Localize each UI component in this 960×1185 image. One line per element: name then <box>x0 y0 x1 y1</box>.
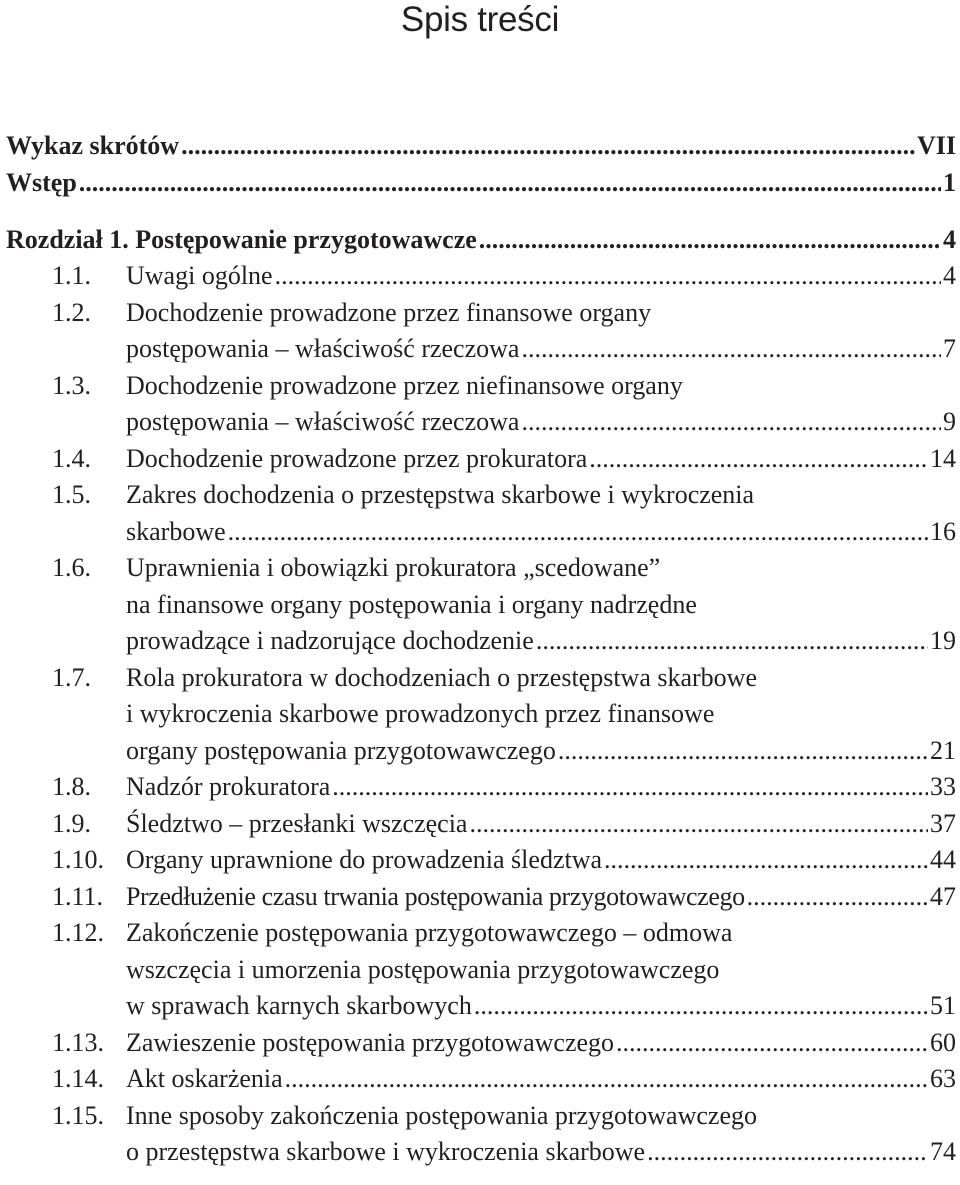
toc-section-entry[interactable] <box>52 806 956 843</box>
toc-page-number: 63 <box>930 1064 956 1093</box>
section-title-line: na finansowe organy postępowania i organy nadrzędne <box>126 589 697 619</box>
section-number: 1.12. <box>52 918 104 947</box>
dot-leader <box>647 1134 928 1171</box>
dot-leader <box>589 441 928 478</box>
section-title-lastline <box>126 258 956 295</box>
section-title-line: Dochodzenie prowadzone przez finansowe organy <box>126 297 652 327</box>
toc-section-entry[interactable] <box>52 1025 956 1062</box>
section-body <box>126 441 956 478</box>
section-title-lastline <box>126 733 956 770</box>
dot-leader <box>469 806 928 843</box>
dot-leader <box>616 1025 928 1062</box>
section-number: 1.15. <box>52 1100 104 1130</box>
toc-entry-chapter[interactable] <box>6 222 956 259</box>
section-number: 1.2. <box>52 297 91 327</box>
toc-section-entry[interactable] <box>52 1098 956 1171</box>
toc-page-number: 51 <box>930 991 956 1020</box>
section-title-line: Zakres dochodzenia o przestępstwa skarbowe i wykroczenia <box>126 480 755 509</box>
toc-section-entry[interactable] <box>52 769 956 806</box>
section-title: Zawieszenie postępowania przygotowawczego <box>126 1027 615 1057</box>
section-title-lastline <box>126 404 956 441</box>
section-body <box>126 477 956 550</box>
toc-chapter-1 <box>6 222 956 259</box>
section-body <box>126 915 956 1025</box>
section-title: Śledztwo – przesłanki wszczęcia <box>126 808 468 838</box>
section-title-lastline <box>126 514 956 551</box>
section-body <box>126 660 956 770</box>
dot-leader <box>479 222 941 258</box>
section-title: postępowania – właściwość rzeczowa <box>126 407 520 436</box>
section-number: 1.7. <box>52 662 91 692</box>
section-title-line: Rola prokuratora w dochodzeniach o przestępstwa skarbowe <box>126 662 757 692</box>
section-title-lastline <box>126 879 956 916</box>
section-body <box>126 879 956 916</box>
section-title: prowadzące i nadzorujące dochodzenie <box>126 626 534 655</box>
toc-section-entry[interactable] <box>52 477 956 550</box>
toc-page-number: 14 <box>930 443 956 473</box>
section-body <box>126 550 956 660</box>
section-body <box>126 368 956 441</box>
section-title: w sprawach karnych skarbowych <box>126 991 472 1020</box>
section-title: o przestępstwa skarbowe i wykroczenia skarbowe <box>126 1137 646 1166</box>
dot-leader <box>521 404 941 441</box>
toc-entry-title: Wykaz skrótów <box>6 131 180 160</box>
section-body <box>126 295 956 368</box>
section-title: Nadzór prokuratora <box>126 772 331 801</box>
dot-leader <box>558 733 928 770</box>
toc-page-number: 74 <box>930 1137 956 1166</box>
dot-leader <box>285 1061 928 1098</box>
dot-leader <box>536 623 928 660</box>
toc-page-number: 19 <box>930 626 956 655</box>
section-number: 1.3. <box>52 370 91 400</box>
section-title-lastline <box>126 1134 956 1171</box>
section-title: Przedłużenie czasu trwania postępowania przygotowawczego <box>126 881 745 911</box>
toc-page-number: 37 <box>930 808 956 838</box>
toc-section-entry[interactable] <box>52 842 956 879</box>
toc-entry-introduction[interactable] <box>6 165 956 202</box>
toc-page-number: 4 <box>943 261 956 290</box>
section-title-line: i wykroczenia skarbowe prowadzonych przez finansowe <box>126 699 715 728</box>
section-body <box>126 769 956 806</box>
section-number: 1.5. <box>52 480 91 509</box>
toc-section-entry[interactable] <box>52 879 956 916</box>
toc-entry-abbreviations[interactable] <box>6 128 956 165</box>
toc-page-number: 47 <box>930 881 956 911</box>
dot-leader <box>474 988 928 1025</box>
section-number: 1.4. <box>52 443 91 473</box>
section-title: Akt oskarżenia <box>126 1064 283 1093</box>
toc-chapter-title: Rozdział 1. Postępowanie przygotowawcze <box>6 225 477 254</box>
toc-page-number: VII <box>916 131 956 160</box>
toc-section-entry[interactable] <box>52 1061 956 1098</box>
section-number: 1.8. <box>52 772 91 801</box>
dot-leader <box>604 842 928 879</box>
section-title-lastline <box>126 988 956 1025</box>
section-title-lastline <box>126 769 956 806</box>
toc-page-number: 4 <box>943 225 956 254</box>
toc-entry-title: Wstęp <box>6 167 77 197</box>
section-number: 1.13. <box>52 1027 104 1057</box>
section-number: 1.1. <box>52 261 91 290</box>
section-title-lastline <box>126 441 956 478</box>
section-title-lastline <box>126 842 956 879</box>
dot-leader <box>228 514 928 551</box>
section-title-lastline <box>126 1061 956 1098</box>
section-title: skarbowe <box>126 516 226 546</box>
toc-page-number: 33 <box>930 772 956 801</box>
dot-leader <box>181 128 915 164</box>
section-body <box>126 1061 956 1098</box>
section-title-lastline <box>126 331 956 368</box>
section-body <box>126 806 956 843</box>
toc-section-entry[interactable] <box>52 295 956 368</box>
section-title-line: Inne sposoby zakończenia postępowania przygotowawczego <box>126 1100 757 1130</box>
section-title-line: Zakończenie postępowania przygotowawczego – odmowa <box>126 918 733 947</box>
section-body <box>126 258 956 295</box>
section-title-line: wszczęcia i umorzenia postępowania przygotowawczego <box>126 954 720 984</box>
section-body <box>126 1025 956 1062</box>
section-title: Dochodzenie prowadzone przez prokuratora <box>126 443 588 473</box>
section-number: 1.11. <box>52 881 104 911</box>
section-title-lastline <box>126 806 956 843</box>
toc-section-entry[interactable] <box>52 368 956 441</box>
section-title: organy postępowania przygotowawczego <box>126 735 556 765</box>
section-title: postępowania – właściwość rzeczowa <box>126 334 520 363</box>
section-number: 1.6. <box>52 553 91 582</box>
section-body <box>126 1098 956 1171</box>
section-title: Organy uprawnione do prowadzenia śledztwa <box>126 845 603 874</box>
dot-leader <box>275 258 941 295</box>
toc-page-number: 7 <box>943 334 956 363</box>
toc-section-entry[interactable] <box>52 441 956 478</box>
section-title-line: Uprawnienia i obowiązki prokuratora „scedowane” <box>126 553 661 582</box>
toc-page-number: 21 <box>930 735 956 765</box>
toc-section-entry[interactable] <box>52 258 956 295</box>
dot-leader <box>79 165 941 201</box>
dot-leader <box>747 879 928 916</box>
toc-section-entry[interactable] <box>52 915 956 1025</box>
section-number: 1.14. <box>52 1064 104 1093</box>
section-title-lastline <box>126 623 956 660</box>
toc-page-number: 1 <box>943 167 956 197</box>
page-title: Spis treści <box>400 0 560 39</box>
toc-page-number: 9 <box>943 407 956 436</box>
dot-leader <box>332 769 928 806</box>
dot-leader <box>521 331 941 368</box>
toc-section-list <box>52 258 956 1171</box>
toc-section-entry[interactable] <box>52 660 956 770</box>
section-title: Uwagi ogólne <box>126 261 273 290</box>
toc-page-number: 44 <box>930 845 956 874</box>
section-number: 1.10. <box>52 845 104 874</box>
section-body <box>126 842 956 879</box>
section-title-lastline <box>126 1025 956 1062</box>
section-title-line: Dochodzenie prowadzone przez niefinansowe organy <box>126 370 683 400</box>
section-number: 1.9. <box>52 808 91 838</box>
toc-front-matter <box>6 128 956 201</box>
toc-page-number: 60 <box>930 1027 956 1057</box>
toc-section-entry[interactable] <box>52 550 956 660</box>
toc-page-number: 16 <box>930 516 956 546</box>
